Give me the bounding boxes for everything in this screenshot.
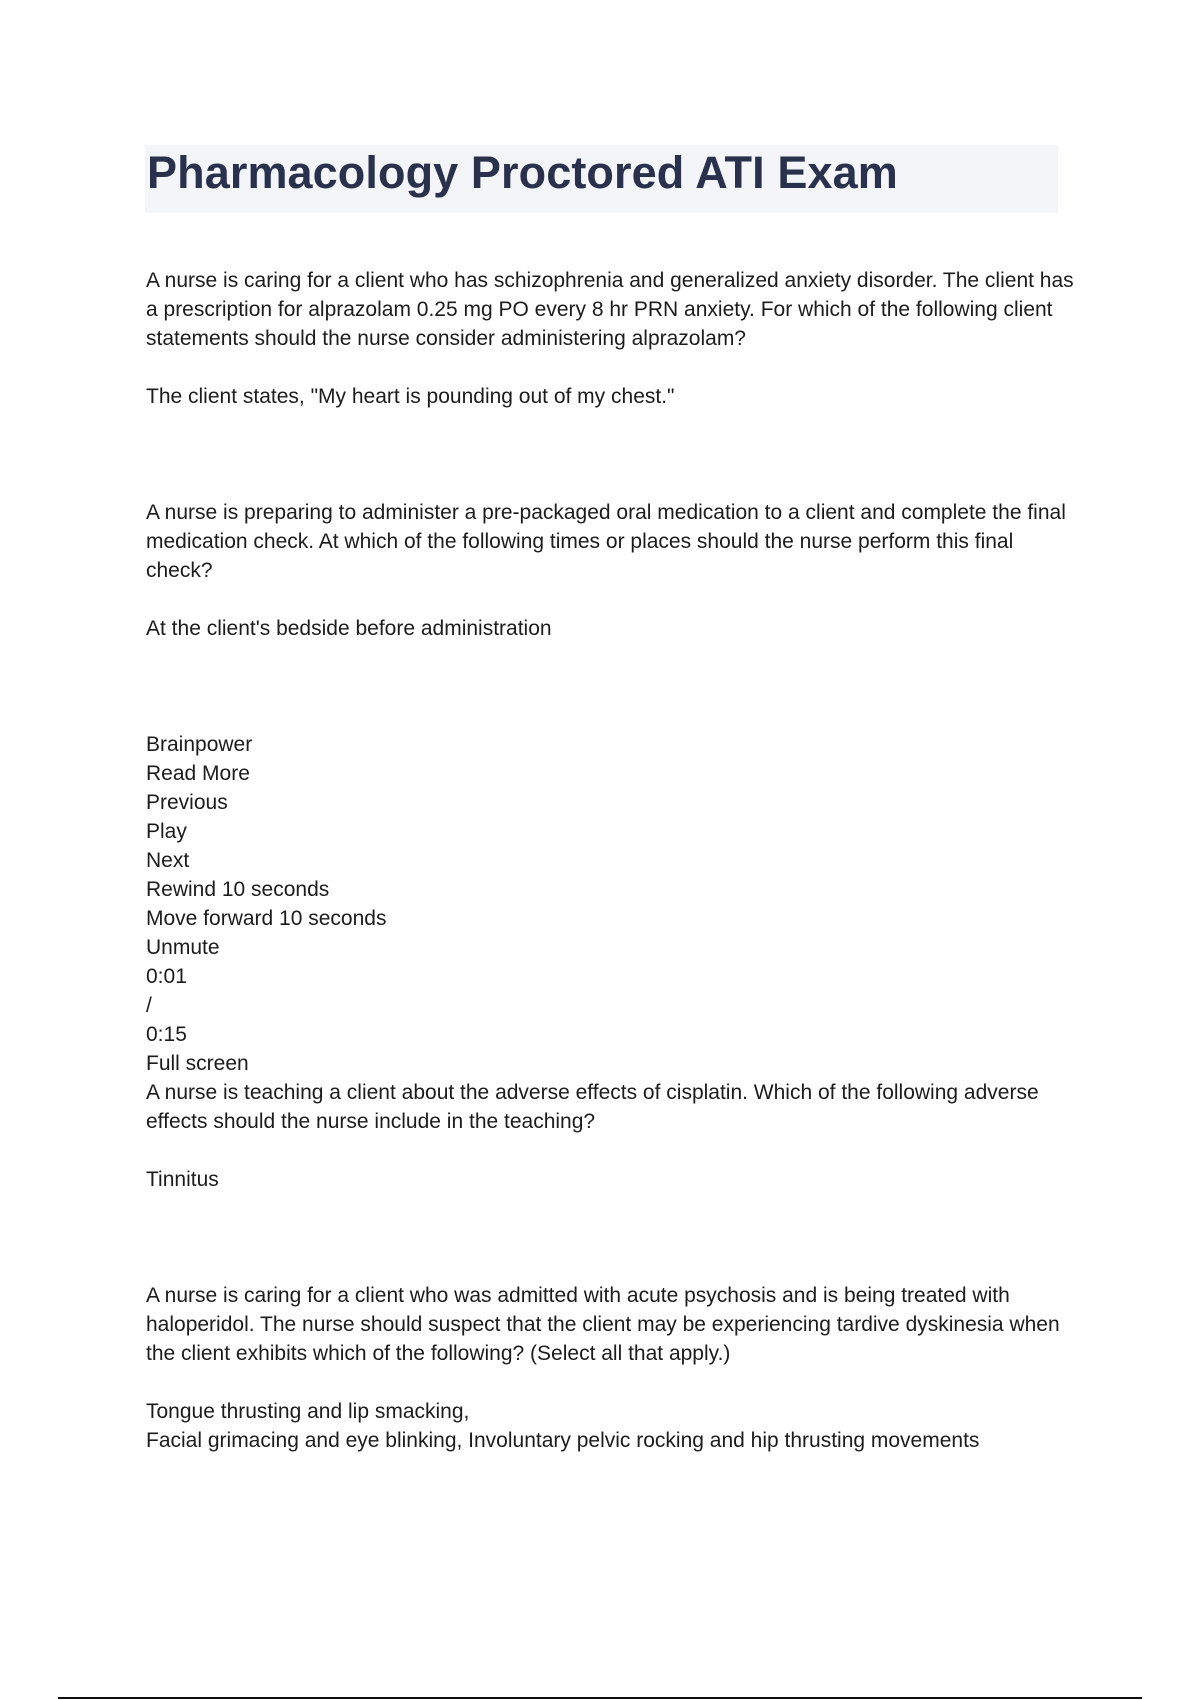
previous-button[interactable]: Previous	[146, 791, 228, 814]
unmute-button[interactable]: Unmute	[146, 936, 220, 959]
question-2: A nurse is preparing to administer a pre-packaged oral medication to a client and complete the final medication check. At which of the following times or places should the nurse perform this final check?	[146, 501, 1066, 582]
time-separator: /	[146, 994, 152, 1017]
footer-divider	[58, 1697, 1142, 1699]
document-body	[146, 266, 1076, 1455]
answer-1: The client states, "My heart is pounding out of my chest."	[146, 385, 675, 408]
answer-3: Tinnitus	[146, 1168, 219, 1191]
current-time: 0:01	[146, 965, 187, 988]
answer-4-line-1: Tongue thrusting and lip smacking,	[146, 1400, 470, 1423]
answer-4-line-2: Facial grimacing and eye blinking, Involuntary pelvic rocking and hip thrusting movements	[146, 1429, 980, 1452]
rewind-button[interactable]: Rewind 10 seconds	[146, 878, 330, 901]
fullscreen-button[interactable]: Full screen	[146, 1052, 249, 1075]
read-more-link[interactable]: Read More	[146, 762, 250, 785]
media-player-text	[146, 730, 1076, 1078]
question-1: A nurse is caring for a client who has schizophrenia and generalized anxiety disorder. The client has a prescription for alprazolam 0.25 mg PO every 8 hr PRN anxiety. For which of the following client statements should the nurse consider administering alprazolam?	[146, 269, 1074, 350]
play-button[interactable]: Play	[146, 820, 187, 843]
next-button[interactable]: Next	[146, 849, 190, 872]
question-4: A nurse is caring for a client who was admitted with acute psychosis and is being treated with haloperidol. The nurse should suspect that the client may be experiencing tardive dyskinesia when the client exhibits which of the following? (Select all that apply.)	[146, 1284, 1060, 1365]
duration: 0:15	[146, 1023, 187, 1046]
brand-label: Brainpower	[146, 733, 253, 756]
answer-2: At the client's bedside before administration	[146, 617, 552, 640]
forward-button[interactable]: Move forward 10 seconds	[146, 907, 387, 930]
question-3: A nurse is teaching a client about the adverse effects of cisplatin. Which of the following adverse effects should the nurse include in the teaching?	[146, 1081, 1039, 1133]
page-title: Pharmacology Proctored ATI Exam	[147, 147, 898, 198]
